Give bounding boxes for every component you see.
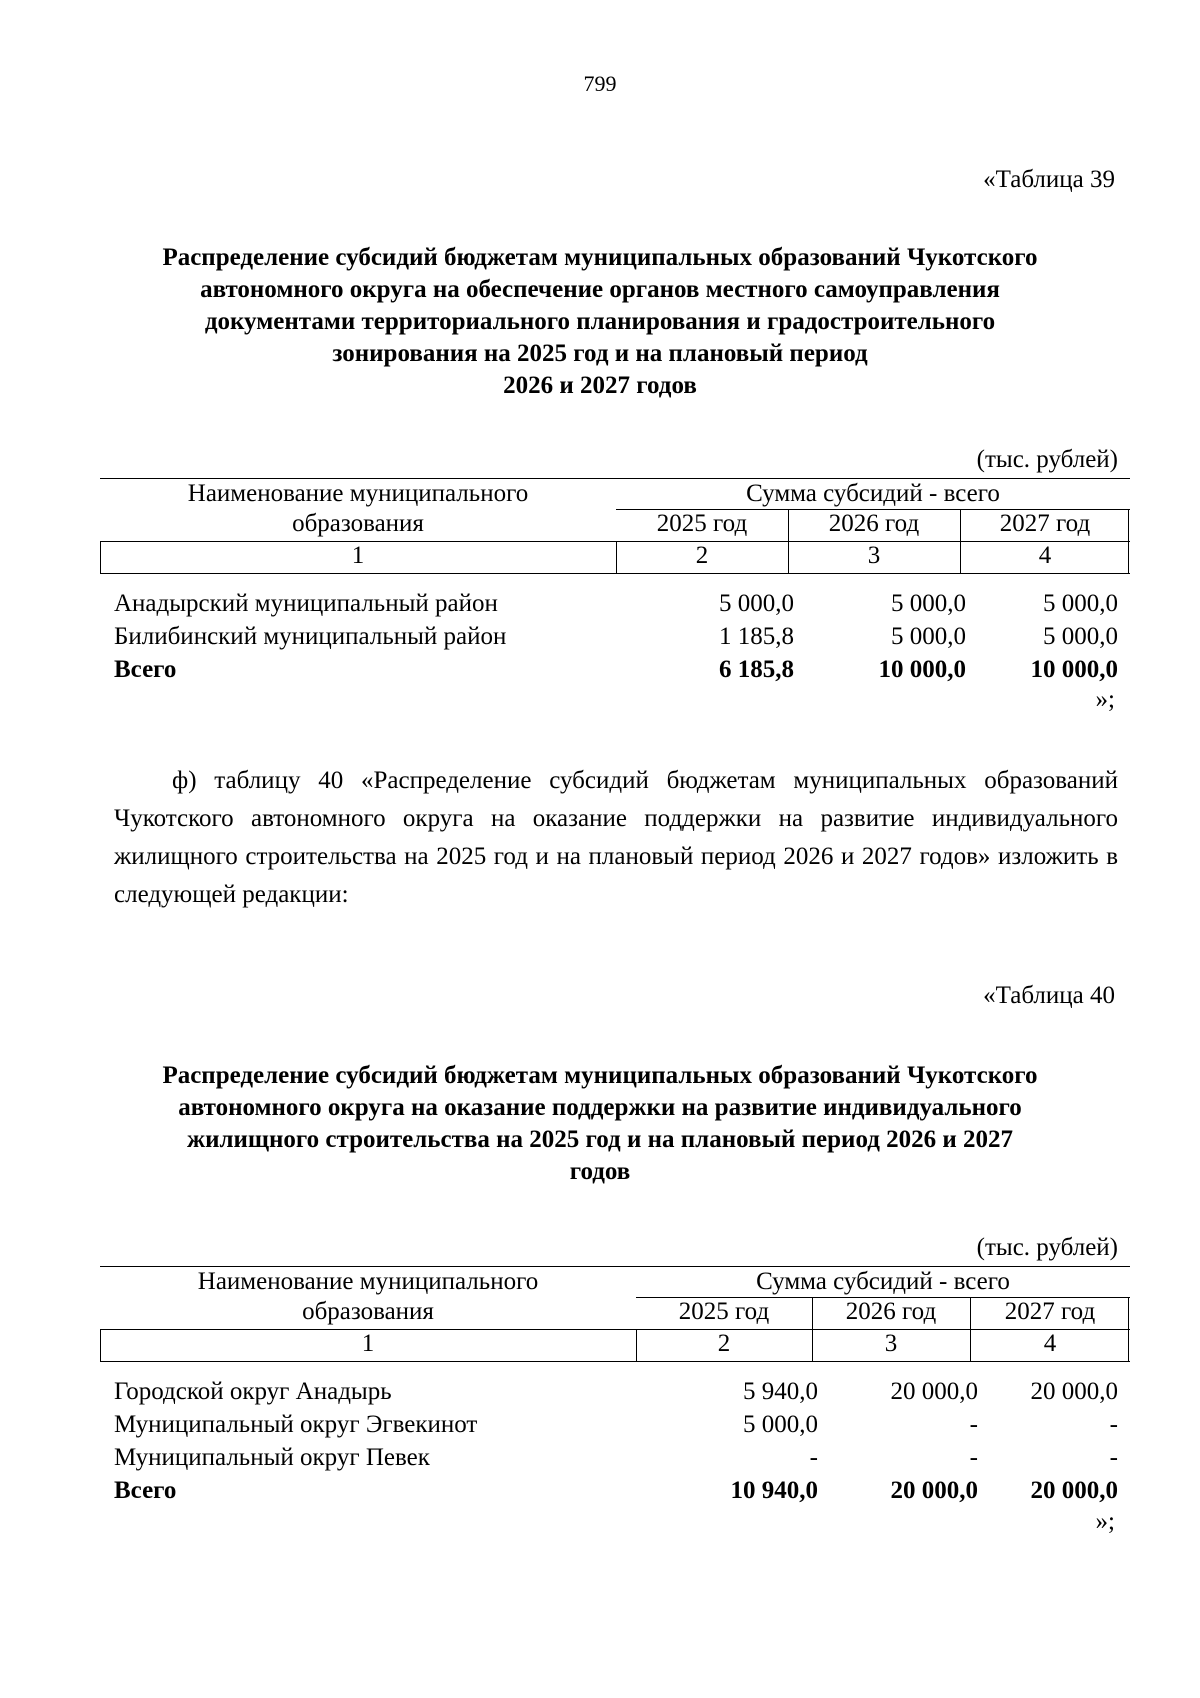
row-name: Городской округ Анадырь [114,1378,392,1405]
row-name: Муниципальный округ Эгвекинот [114,1411,478,1438]
header-year-2025: 2025 год [656,510,748,537]
page-number: 799 [583,71,617,96]
row-value-2026: 20 000,0 [890,1378,978,1405]
total-label: Всего [114,656,177,683]
row-value-2026: 5 000,0 [891,590,966,617]
total-value-2025: 10 940,0 [730,1477,818,1504]
title-line: Распределение субсидий бюджетам муниципальных образований Чукотского [162,1062,1038,1089]
header-bottom-border [100,573,1130,574]
row-value-2027: - [1109,1411,1118,1438]
header-border [970,1297,971,1361]
table-39-title [90,242,1110,402]
row-value-2027: 5 000,0 [1043,623,1118,650]
header-year-2025: 2025 год [678,1298,770,1325]
row-value-2026: 5 000,0 [891,623,966,650]
table-row [114,588,1118,620]
table-40-header [100,1266,1130,1363]
title-line: зонирования на 2025 год и на плановый период [332,340,868,367]
table-39-unit: (тыс. рублей) [976,446,1118,473]
row-value-2025: - [809,1444,818,1471]
table-row [114,1376,1118,1408]
row-name: Муниципальный округ Певек [114,1444,430,1471]
closing-quote: »; [1095,686,1115,713]
table-39-header [100,478,1130,575]
col-number-4: 4 [1038,542,1052,569]
row-value-2026: - [969,1444,978,1471]
table-row [114,621,1118,653]
header-year-2027: 2027 год [1004,1298,1096,1325]
table-row [114,1409,1118,1441]
header-sum-label: Сумма субсидий - всего [756,1268,1010,1295]
total-value-2025: 6 185,8 [719,656,794,683]
total-value-2026: 20 000,0 [890,1477,978,1504]
row-name: Анадырский муниципальный район [114,590,498,617]
header-border [1128,1297,1129,1361]
title-line: жилищного строительства на 2025 год и на плановый период 2026 и 2027 [186,1126,1014,1153]
header-year-2027: 2027 год [999,510,1091,537]
header-name-line2: образования [302,1298,434,1325]
row-value-2026: - [969,1411,978,1438]
title-line: годов [569,1158,631,1185]
table-total-row [114,654,1118,686]
header-border [812,1297,813,1361]
header-name-line1: Наименование муниципального [197,1268,539,1295]
row-value-2025: 5 000,0 [743,1411,818,1438]
title-line: автономного округа на обеспечение органов местного самоуправления [200,276,1000,303]
col-number-2: 2 [717,1330,731,1357]
header-border [788,509,789,573]
header-border [960,509,961,573]
total-value-2026: 10 000,0 [878,656,966,683]
row-value-2025: 5 000,0 [719,590,794,617]
header-border [100,1329,101,1361]
row-name: Билибинский муниципальный район [114,623,507,650]
closing-quote: »; [1095,1508,1115,1535]
total-label: Всего [114,1477,177,1504]
title-line: 2026 и 2027 годов [503,372,697,399]
header-sum-label: Сумма субсидий - всего [746,480,1000,507]
row-value-2027: 5 000,0 [1043,590,1118,617]
header-border [1128,509,1129,573]
col-number-1: 1 [351,542,365,569]
table-40-label: «Таблица 40 [983,982,1115,1009]
header-bottom-border [100,1361,1130,1362]
total-value-2027: 10 000,0 [1030,656,1118,683]
header-name-line2: образования [292,510,424,537]
col-number-1: 1 [361,1330,375,1357]
amendment-paragraph: ф) таблицу 40 «Распределение субсидий бюджетам муниципальных образований Чукотского автономного округа на оказание поддержки на развитие индивидуального жилищного строительства на 2025 год и на плановый период 2026 и 2027 годов» изложить в следующей редакции: [114,767,1118,908]
total-value-2027: 20 000,0 [1030,1477,1118,1504]
header-name-line1: Наименование муниципального [187,480,529,507]
title-line: Распределение субсидий бюджетам муниципальных образований Чукотского [162,244,1038,271]
header-year-2026: 2026 год [828,510,920,537]
header-border [616,541,617,573]
title-line: документами территориального планирования и градостроительного [204,308,996,335]
table-total-row [114,1475,1118,1507]
row-value-2025: 5 940,0 [743,1378,818,1405]
header-border [636,1329,637,1361]
title-line: автономного округа на оказание поддержки на развитие индивидуального [178,1094,1022,1121]
col-number-4: 4 [1043,1330,1057,1357]
row-value-2027: 20 000,0 [1030,1378,1118,1405]
header-year-2026: 2026 год [845,1298,937,1325]
table-row [114,1442,1118,1474]
col-number-3: 3 [867,542,881,569]
row-value-2027: - [1109,1444,1118,1471]
table-40-unit: (тыс. рублей) [976,1234,1118,1261]
col-number-2: 2 [695,542,709,569]
row-value-2025: 1 185,8 [719,623,794,650]
table-40-title [90,1060,1110,1188]
header-border [100,541,101,573]
col-number-3: 3 [884,1330,898,1357]
table-39-label: «Таблица 39 [983,166,1115,193]
